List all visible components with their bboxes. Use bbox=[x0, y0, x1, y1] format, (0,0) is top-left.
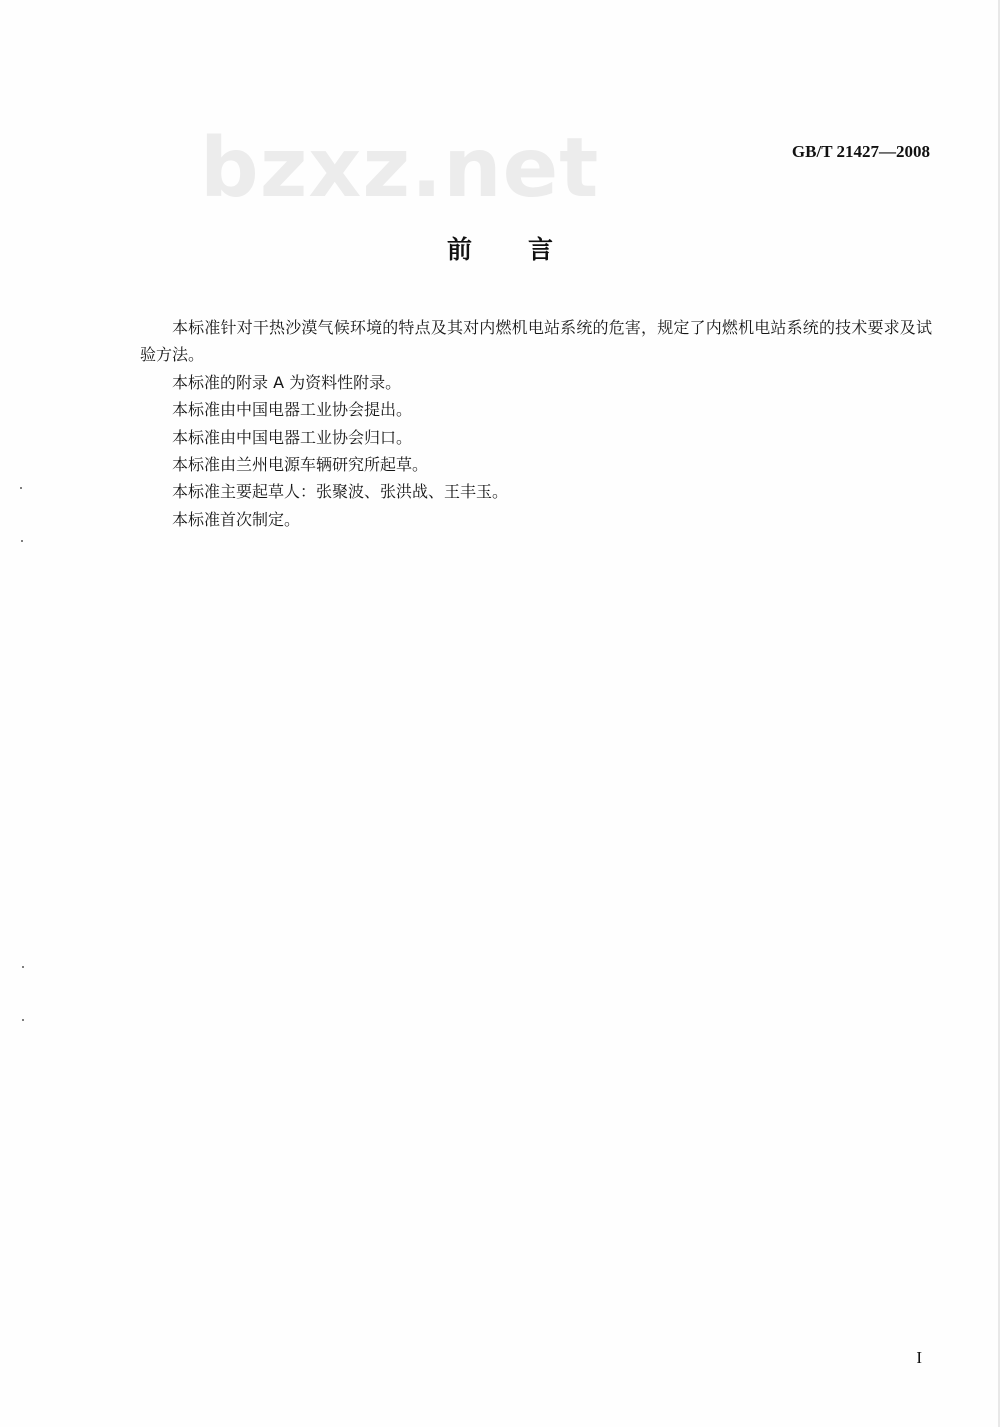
watermark: bzxz.net bbox=[200, 121, 600, 216]
scan-speck bbox=[20, 487, 22, 489]
page-number: I bbox=[916, 1348, 922, 1367]
paragraph: 本标准的附录 A 为资料性附录。 bbox=[172, 372, 402, 392]
scan-speck bbox=[21, 540, 23, 542]
standard-code: GB/T 21427—2008 bbox=[791, 142, 930, 161]
paragraph: 本标准由中国电器工业协会归口。 bbox=[172, 427, 413, 447]
body-text bbox=[140, 314, 932, 533]
paragraph: 本标准针对干热沙漠气候环境的特点及其对内燃机电站系统的危害，规定了内燃机电站系统的技术要求及试验方法。 bbox=[140, 318, 932, 365]
paragraph: 本标准由中国电器工业协会提出。 bbox=[172, 400, 413, 420]
scan-speck bbox=[22, 966, 24, 968]
scan-speck bbox=[22, 1019, 24, 1021]
paragraph: 本标准由兰州电源车辆研究所起草。 bbox=[172, 455, 429, 475]
paragraph: 本标准首次制定。 bbox=[172, 509, 301, 529]
paragraph: 本标准主要起草人：张聚波、张洪战、王丰玉。 bbox=[172, 482, 509, 502]
page-title: 前言 bbox=[446, 235, 609, 264]
